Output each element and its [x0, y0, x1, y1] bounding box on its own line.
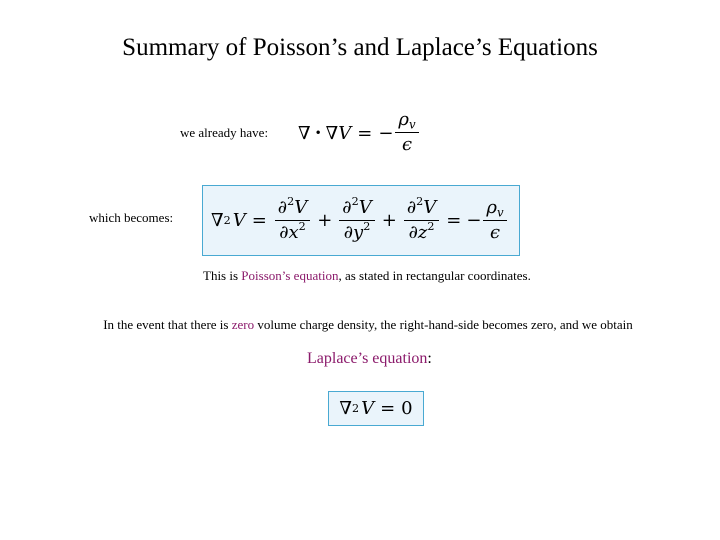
already-have-label: we already have:: [180, 125, 269, 140]
plus-sign: +: [317, 210, 333, 231]
dot-operator: •: [314, 126, 322, 140]
potential-v: V: [361, 398, 375, 419]
poisson-highlight: Poisson’s equation: [241, 268, 339, 283]
poisson-equation-box: ∇ 2 V = $\frac{\partial^2V}{\partial x^2}$ + $\frac{\partial^2V}{\partial y^2}$ + $\frac{\partial^2V}{\partial z^2}$ = − $\frac{\rho_v}{\epsilon}$: [202, 185, 520, 256]
gauss-law-equation: [298, 108, 421, 158]
nabla-symbol: ∇: [298, 122, 311, 144]
potential-v: V: [232, 210, 246, 231]
rho-symbol: ρ: [398, 109, 410, 131]
equals-sign: =: [357, 122, 373, 144]
rho-over-epsilon: [395, 110, 418, 155]
equals-sign: =: [446, 210, 462, 231]
epsilon-symbol: ϵ: [401, 134, 413, 155]
laplace-highlight: Laplace’s equation: [307, 350, 428, 367]
slide-title: Summary of Poisson’s and Laplace’s Equations: [122, 34, 598, 61]
poisson-statement: This is Poisson’s equation, as stated in rectangular coordinates.: [203, 268, 531, 283]
equals-sign: =: [251, 210, 267, 231]
zero-highlight: zero: [231, 317, 255, 332]
minus-sign: −: [378, 122, 394, 144]
nabla-symbol: ∇: [339, 398, 352, 419]
nabla-symbol: ∇: [325, 122, 339, 144]
becomes-label: which becomes:: [89, 210, 174, 225]
plus-sign: +: [381, 210, 397, 231]
zero-value: 0: [401, 398, 413, 419]
d2v-dy2: $\frac{\partial^2V}{\partial y^2}$: [339, 198, 374, 243]
potential-v: V: [338, 122, 352, 144]
zero-charge-statement: In the event that there is zero volume charge density, the right-hand-side becomes zero, and we obtain: [103, 317, 633, 332]
nabla-symbol: ∇: [211, 210, 224, 231]
rho-subscript: v: [409, 117, 416, 132]
d2v-dz2: $\frac{\partial^2V}{\partial z^2}$: [404, 198, 439, 243]
d2v-dx2: $\frac{\partial^2V}{\partial x^2}$: [275, 198, 310, 243]
minus-sign: −: [466, 210, 482, 231]
equals-sign: =: [380, 398, 396, 419]
laplace-label: Laplace’s equation:: [307, 350, 432, 367]
rho-over-epsilon: $\frac{\rho_v}{\epsilon}$: [483, 198, 506, 243]
laplace-equation-box: ∇ 2 V = 0: [328, 391, 424, 426]
